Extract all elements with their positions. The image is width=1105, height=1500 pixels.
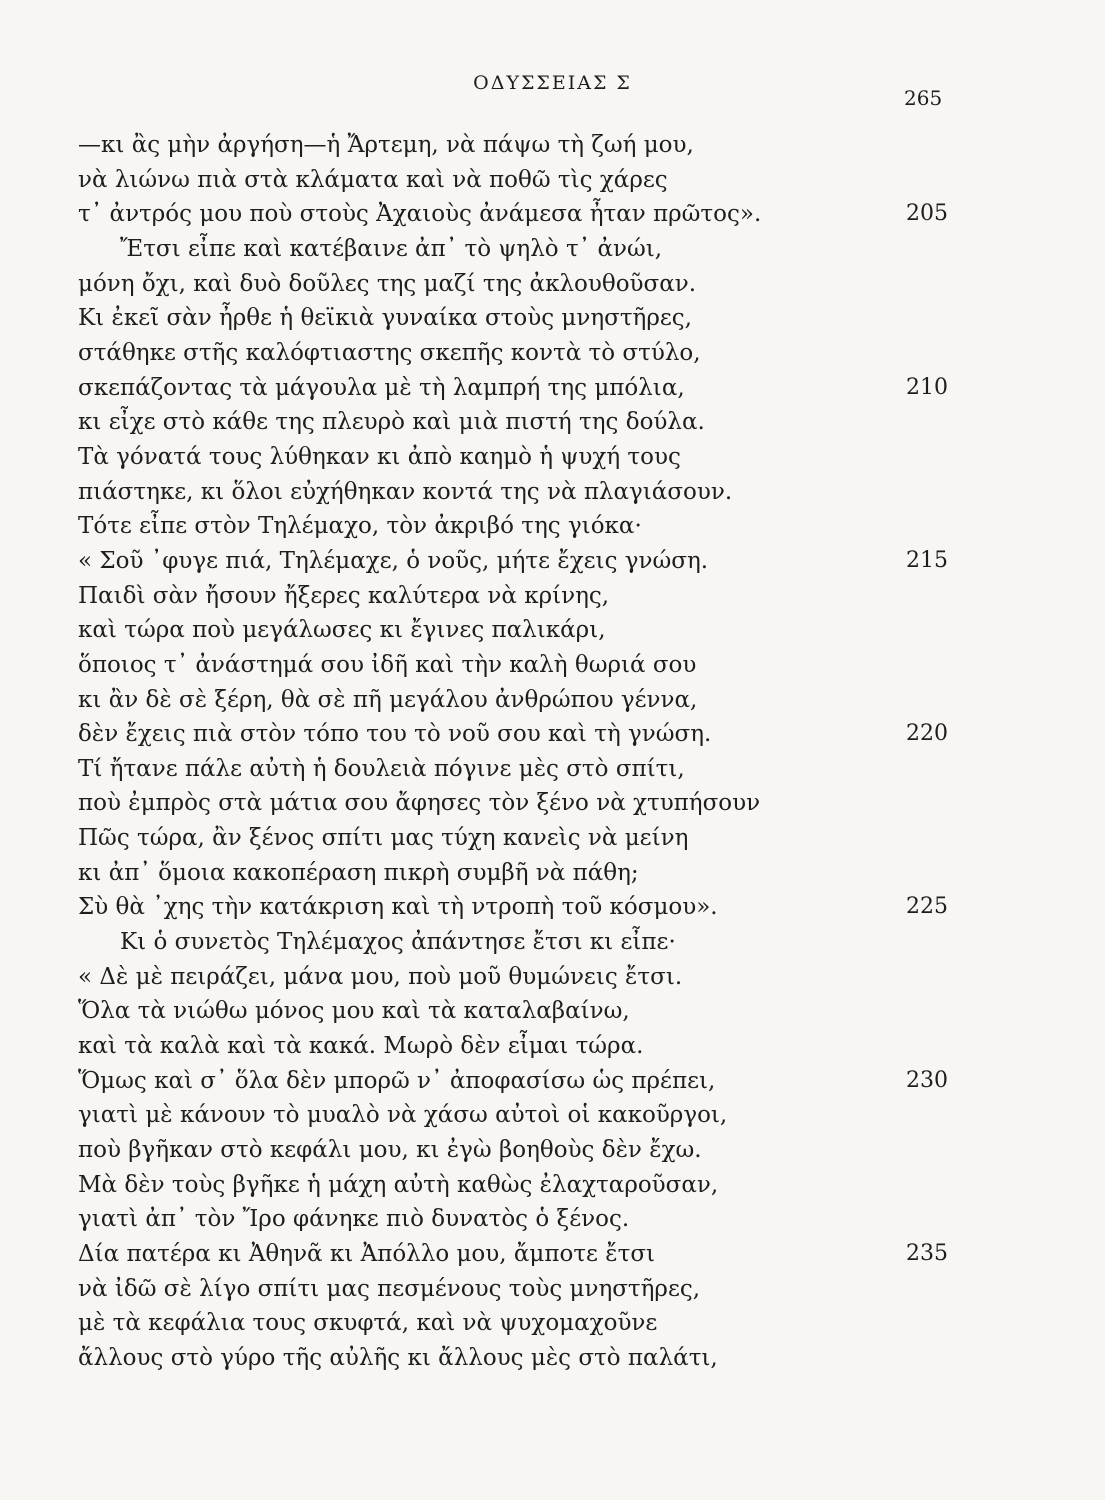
verse-text: τ᾽ ἀντρός μου ποὺ στοὺς Ἀχαιοὺς ἀνάμεσα ἦταν πρῶτος».	[78, 201, 762, 228]
verse-line	[78, 301, 948, 336]
verse-line	[78, 1098, 948, 1133]
verse-line	[78, 1064, 948, 1099]
verse-text: Τὰ γόνατά τους λύθηκαν κι ἀπὸ καημὸ ἡ ψυχή τους	[78, 443, 681, 470]
line-number: 205	[906, 201, 948, 227]
verse-line	[78, 683, 948, 718]
verse-text: —κι ἂς μὴν ἀργήση—ἡ Ἄρτεμη, νὰ πάψω τὴ ζωή μου,	[78, 132, 694, 158]
verse-line	[78, 1272, 948, 1307]
verse-line	[78, 336, 948, 371]
verse-text: Πῶς τώρα, ἂν ξένος σπίτι μας τύχη κανεὶς νὰ μείνη	[78, 825, 689, 852]
verse-text: Κι ὁ συνετὸς Τηλέμαχος ἀπάντησε ἔτσι κι εἶπε·	[120, 929, 676, 956]
verse-line	[78, 890, 948, 925]
verse-text: στάθηκε στῆς καλόφτιαστης σκεπῆς κοντὰ τὸ στύλο,	[78, 339, 701, 366]
verse-text: Ὅλα τὰ νιώθω μόνος μου καὶ τὰ καταλαβαίνω,	[78, 998, 630, 1025]
verse-line	[78, 232, 948, 267]
verse-line	[78, 856, 948, 891]
line-number: 225	[906, 894, 948, 920]
verse-line	[78, 613, 948, 648]
verse-line	[78, 579, 948, 614]
verse-text: πιάστηκε, κι ὅλοι εὐχήθηκαν κοντά της νὰ πλαγιάσουν.	[78, 478, 733, 505]
verse-text: Σὺ θὰ ᾽χης τὴν κατάκριση καὶ τὴ ντροπὴ τοῦ κόσμου».	[78, 894, 718, 921]
verse-line	[78, 267, 948, 302]
verse-text: κι εἶχε στὸ κάθε της πλευρὸ καὶ μιὰ πιστή της δούλα.	[78, 409, 705, 436]
verse-line	[78, 128, 948, 163]
verse-text: νὰ λιώνω πιὰ στὰ κλάματα καὶ νὰ ποθῶ τὶς χάρες	[78, 166, 668, 193]
verse-text: « Δὲ μὲ πειράζει, μάνα μου, ποὺ μοῦ θυμώνεις ἔτσι.	[78, 963, 683, 990]
verse-text: Κι ἐκεῖ σὰν ἦρθε ἡ θεϊκιὰ γυναίκα στοὺς μνηστῆρες,	[78, 305, 692, 332]
verse-text: καὶ τὰ καλὰ καὶ τὰ κακά. Μωρὸ δὲν εἶμαι τώρα.	[78, 1033, 644, 1060]
verse-text: « Σοῦ ᾽φυγε πιά, Τηλέμαχε, ὁ νοῦς, μήτε ἔχεις γνώση.	[78, 547, 709, 574]
page-number: 265	[904, 86, 943, 110]
line-number: 230	[906, 1067, 948, 1093]
verse-text: κι ἀπ᾽ ὅμοια κακοπέραση πικρὴ συμβῆ νὰ πάθη;	[78, 859, 639, 886]
verse-text: Παιδὶ σὰν ἤσουν ἤξερες καλύτερα νὰ κρίνης,	[78, 582, 610, 609]
verse-text: μόνη ὄχι, καὶ δυὸ δοῦλες της μαζί της ἀκλουθοῦσαν.	[78, 270, 697, 297]
line-number: 235	[906, 1241, 948, 1266]
verse-line	[78, 1237, 948, 1272]
line-number: 210	[906, 374, 948, 400]
verse-line	[78, 371, 948, 406]
verse-text: Μὰ δὲν τοὺς βγῆκε ἡ μάχη αὐτὴ καθὼς ἐλαχταροῦσαν,	[78, 1171, 719, 1198]
verse-text: γιατὶ μὲ κάνουν τὸ μυαλὸ νὰ χάσω αὐτοὶ οἱ κακοῦργοι,	[78, 1102, 728, 1129]
verse-text: δὲν ἔχεις πιὰ στὸν τόπο του τὸ νοῦ σου καὶ τὴ γνώση.	[78, 721, 712, 748]
verse-text: ἄλλους στὸ γύρο τῆς αὐλῆς κι ἄλλους μὲς στὸ παλάτι,	[78, 1344, 718, 1371]
verse-line	[78, 163, 948, 198]
verse-text: ποὺ βγῆκαν στὸ κεφάλι μου, κι ἐγὼ βοηθοὺς δὲν ἔχω.	[78, 1137, 702, 1164]
verse-text: νὰ ἰδῶ σὲ λίγο σπίτι μας πεσμένους τοὺς μνηστῆρες,	[78, 1275, 701, 1302]
verse-line	[78, 544, 948, 579]
verse-line	[78, 752, 948, 787]
line-number: 215	[906, 547, 948, 573]
verse-line	[78, 475, 948, 510]
verse-line	[78, 1029, 948, 1064]
verse-text: κι ἂν δὲ σὲ ξέρη, θὰ σὲ πῆ μεγάλου ἀνθρώπου γέννα,	[78, 686, 698, 713]
verse-line	[78, 1306, 948, 1341]
verse-text: σκεπάζοντας τὰ μάγουλα μὲ τὴ λαμπρή της μπόλια,	[78, 374, 685, 401]
verse-line	[78, 786, 948, 821]
verse-text: Ἔτσι εἶπε καὶ κατέβαινε ἀπ᾽ τὸ ψηλὸ τ᾽ ἀνώι,	[120, 235, 663, 262]
verse-text: Τί ἤτανε πάλε αὐτὴ ἡ δουλειὰ πόγινε μὲς στὸ σπίτι,	[78, 755, 685, 782]
verse-text: μὲ τὰ κεφάλια τους σκυφτά, καὶ νὰ ψυχομαχοῦνε	[78, 1310, 658, 1337]
verse-line	[78, 1168, 948, 1203]
verse-line	[78, 648, 948, 683]
verse-text: Δία πατέρα κι Ἀθηνᾶ κι Ἀπόλλο μου, ἄμποτε ἔτσι	[78, 1241, 656, 1267]
verse-block	[78, 128, 948, 1376]
verse-text: καὶ τώρα ποὺ μεγάλωσες κι ἔγινες παλικάρι,	[78, 617, 606, 644]
verse-line	[78, 509, 948, 544]
verse-text: Ὅμως καὶ σ᾽ ὅλα δὲν μπορῶ ν᾽ ἀποφασίσω ὡς πρέπει,	[78, 1067, 716, 1094]
line-number: 220	[906, 721, 948, 747]
verse-text: Τότε εἶπε στὸν Τηλέμαχο, τὸν ἀκριβό της γιόκα·	[78, 513, 642, 540]
verse-text: ποὺ ἐμπρὸς στὰ μάτια σου ἄφησες τὸν ξένο νὰ χτυπήσουν	[78, 790, 761, 817]
verse-line	[78, 994, 948, 1029]
verse-line	[78, 717, 948, 752]
verse-line	[78, 197, 948, 232]
verse-line	[78, 925, 948, 960]
verse-line	[78, 821, 948, 856]
verse-line	[78, 1133, 948, 1168]
running-header: ΟΔΥΣΣΕΙΑΣ Σ	[473, 72, 632, 94]
verse-line	[78, 440, 948, 475]
verse-line	[78, 1202, 948, 1237]
verse-text: ὅποιος τ᾽ ἀνάστημά σου ἰδῆ καὶ τὴν καλὴ θωριά σου	[78, 651, 697, 678]
verse-line	[78, 1341, 948, 1376]
verse-line	[78, 405, 948, 440]
verse-line	[78, 960, 948, 995]
verse-text: γιατὶ ἀπ᾽ τὸν Ἴρο φάνηκε πιὸ δυνατὸς ὁ ξένος.	[78, 1206, 630, 1233]
